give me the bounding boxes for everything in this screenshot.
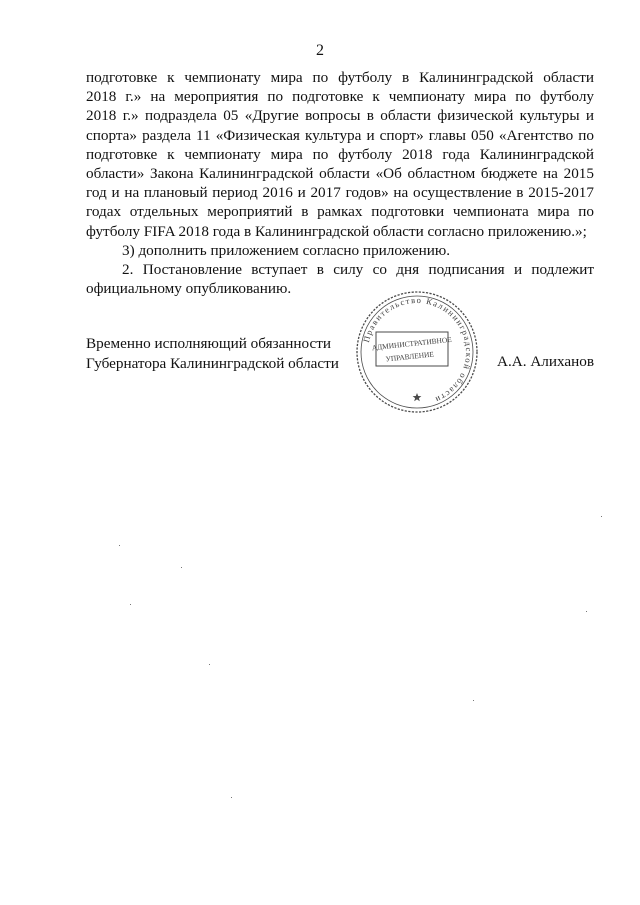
body-line: годах отдельных мероприятий в рамках подготовки чемпионата мира по [86,203,594,221]
item-2-line: официальному опубликованию. [86,280,292,298]
signer-name: А.А. Алиханов [497,353,595,370]
scan-speck [209,664,210,665]
body-line: 2018 г.» на мероприятия по подготовке к чемпионату мира по футболу [86,88,594,106]
body-line: год и на плановый период 2016 и 2017 годов» на осуществление в 2015-2017 [86,184,594,202]
item-3-line: 3) дополнить приложением согласно приложению. [122,241,451,259]
position-line: Временно исполняющий обязанности [86,335,332,352]
body-line: спорта» раздела 11 «Физическая культура и спорт» главы 050 «Агентство по [86,126,594,144]
scan-speck [231,797,232,798]
scan-speck [181,567,182,568]
seal-inner-line1: АДМИНИСТРАТИВНОЕ [371,334,453,353]
signature-position [86,334,339,373]
seal-inner-line2: УПРАВЛЕНИЕ [385,349,435,364]
scan-speck [586,611,587,612]
star-icon [413,393,422,401]
body-line: подготовке к чемпионату мира по футболу в Калининградской области [86,69,594,86]
seal-graphic [352,288,482,416]
scan-speck [119,545,120,546]
scan-speck [601,516,602,517]
seal-outer-text: Правительство Калининградской области [360,294,475,406]
body-line: футболу FIFA 2018 года в Калининградской области согласно приложению.»; [86,222,587,240]
official-seal [352,288,482,416]
body-line: области» Закона Калининградской области «Об областном бюджете на 2015 [86,165,594,183]
page-number: 2 [316,42,324,59]
document-body [86,68,594,298]
scan-speck [473,700,474,701]
scan-speck [130,604,131,605]
position-line: Губернатора Калининградской области [86,354,339,372]
item-2-line: 2. Постановление вступает в силу со дня подписания и подлежит [122,261,594,279]
body-line: подготовке к чемпионату мира по футболу 2018 года Калининградской [86,145,594,163]
body-line: 2018 г.» подраздела 05 «Другие вопросы в области физической культуры и [86,107,594,125]
